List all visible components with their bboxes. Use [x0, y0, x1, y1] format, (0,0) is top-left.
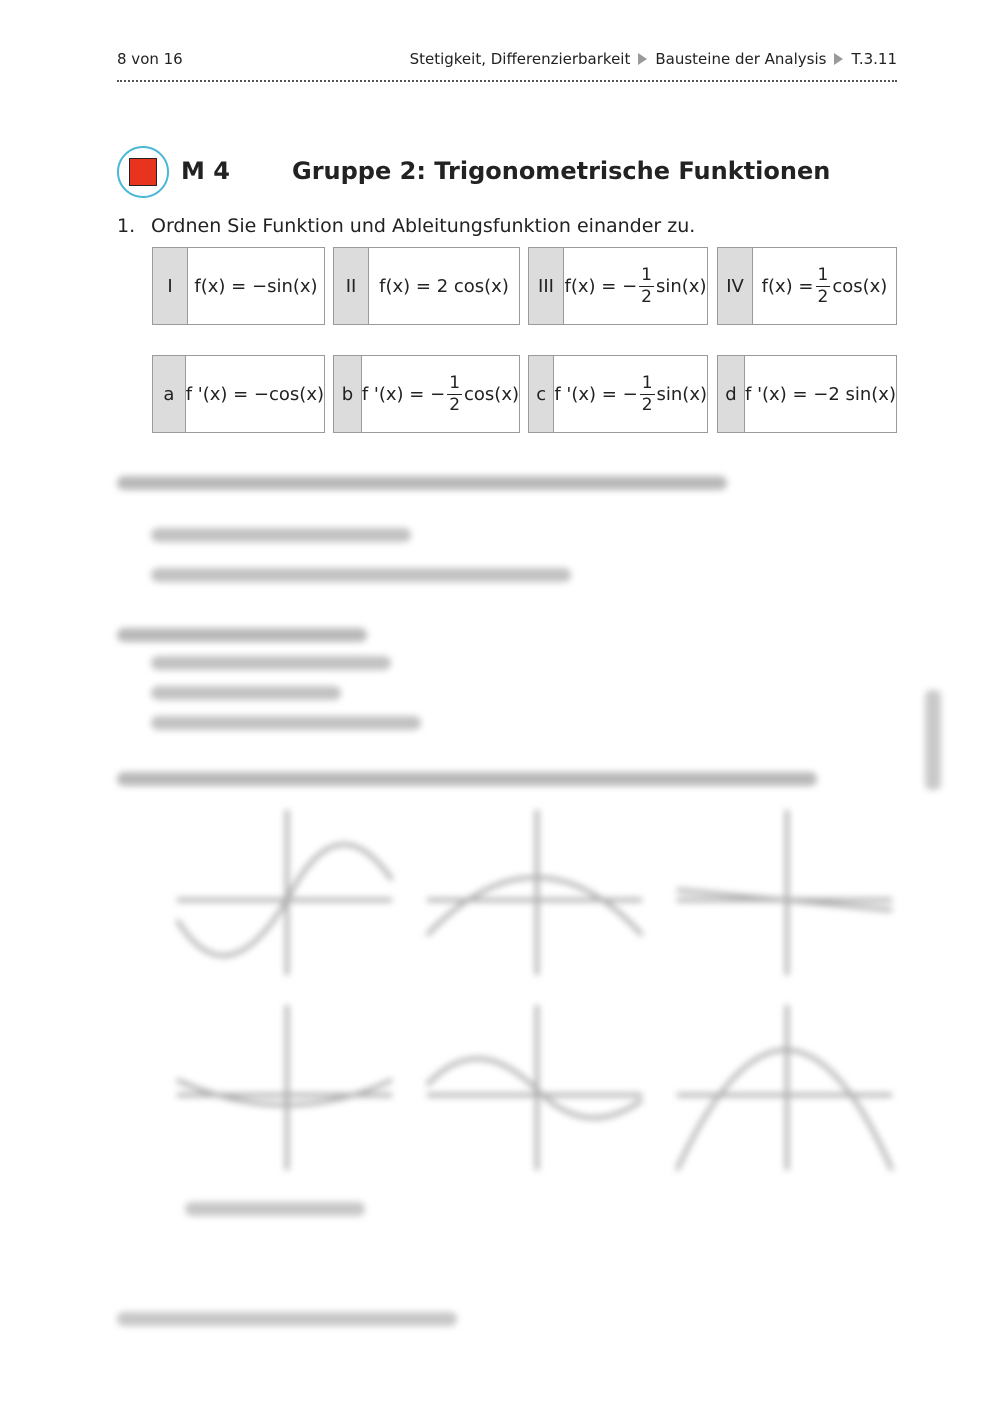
page-title: Gruppe 2: Trigonometrische Funktionen — [292, 157, 831, 185]
breadcrumb-item: Bausteine der Analysis — [655, 50, 827, 68]
blurred-copyright — [925, 690, 941, 790]
fraction-numerator: 1 — [449, 372, 461, 393]
formula — [745, 356, 896, 432]
formula-text: cos(x) — [832, 275, 888, 297]
formula-text: cos(x) — [464, 383, 519, 405]
triangle-right-icon — [638, 53, 647, 65]
function-card — [528, 247, 708, 325]
formula-text: f(x) = − — [564, 275, 638, 297]
fraction-numerator: 1 — [641, 372, 653, 393]
task-text: Ordnen Sie Funktion und Ableitungsfunktion einander zu. — [151, 215, 696, 237]
formula-text: sin(x) — [656, 275, 707, 297]
card-label: b — [334, 356, 362, 432]
fraction-denominator: 2 — [817, 286, 829, 307]
fraction-denominator: 2 — [641, 394, 653, 415]
task-number: 1. — [117, 215, 136, 237]
card-label: III — [529, 248, 564, 324]
blurred-graphs — [117, 800, 897, 1220]
formula-text: f(x) = −sin(x) — [194, 275, 318, 297]
derivative-card — [152, 355, 325, 433]
derivative-card — [333, 355, 520, 433]
formula-text: f '(x) = −cos(x) — [185, 383, 324, 405]
fraction — [640, 372, 655, 415]
card-label: c — [529, 356, 554, 432]
card-label: II — [334, 248, 369, 324]
formula-text: sin(x) — [656, 383, 707, 405]
fraction-denominator: 2 — [641, 286, 652, 307]
formula — [186, 356, 324, 432]
fraction — [447, 372, 462, 415]
breadcrumb-item: Stetigkeit, Differenzierbarkeit — [409, 50, 631, 68]
function-card — [333, 247, 520, 325]
formula — [362, 356, 519, 432]
card-label: d — [718, 356, 745, 432]
fraction-numerator: 1 — [817, 264, 829, 285]
card-label: a — [153, 356, 186, 432]
header-divider — [117, 80, 897, 82]
formula-text: f(x) = 2 cos(x) — [379, 275, 509, 297]
formula-text: f '(x) = −2 sin(x) — [745, 383, 896, 405]
task-1-instruction — [117, 215, 695, 237]
material-badge-icon — [117, 146, 169, 198]
page-number: 8 von 16 — [117, 50, 183, 68]
triangle-right-icon — [834, 53, 843, 65]
blurred-content — [117, 460, 897, 1240]
formula — [554, 356, 707, 432]
derivative-card — [528, 355, 708, 433]
function-card — [717, 247, 897, 325]
breadcrumb-item: T.3.11 — [851, 50, 897, 68]
fraction — [816, 264, 831, 307]
material-label: M 4 — [181, 157, 230, 185]
breadcrumb — [410, 50, 897, 68]
derivative-card — [717, 355, 897, 433]
fraction — [639, 264, 654, 307]
formula — [753, 248, 896, 324]
blurred-footer — [117, 1312, 457, 1326]
formula-text: f '(x) = − — [554, 383, 638, 405]
formula-text: f '(x) = − — [361, 383, 446, 405]
formula — [564, 248, 707, 324]
card-label: IV — [718, 248, 753, 324]
function-card — [152, 247, 325, 325]
card-label: I — [153, 248, 188, 324]
fraction-numerator: 1 — [641, 264, 652, 285]
formula-text: f(x) = — [761, 275, 814, 297]
formula — [369, 248, 519, 324]
formula — [188, 248, 324, 324]
fraction-denominator: 2 — [449, 394, 461, 415]
